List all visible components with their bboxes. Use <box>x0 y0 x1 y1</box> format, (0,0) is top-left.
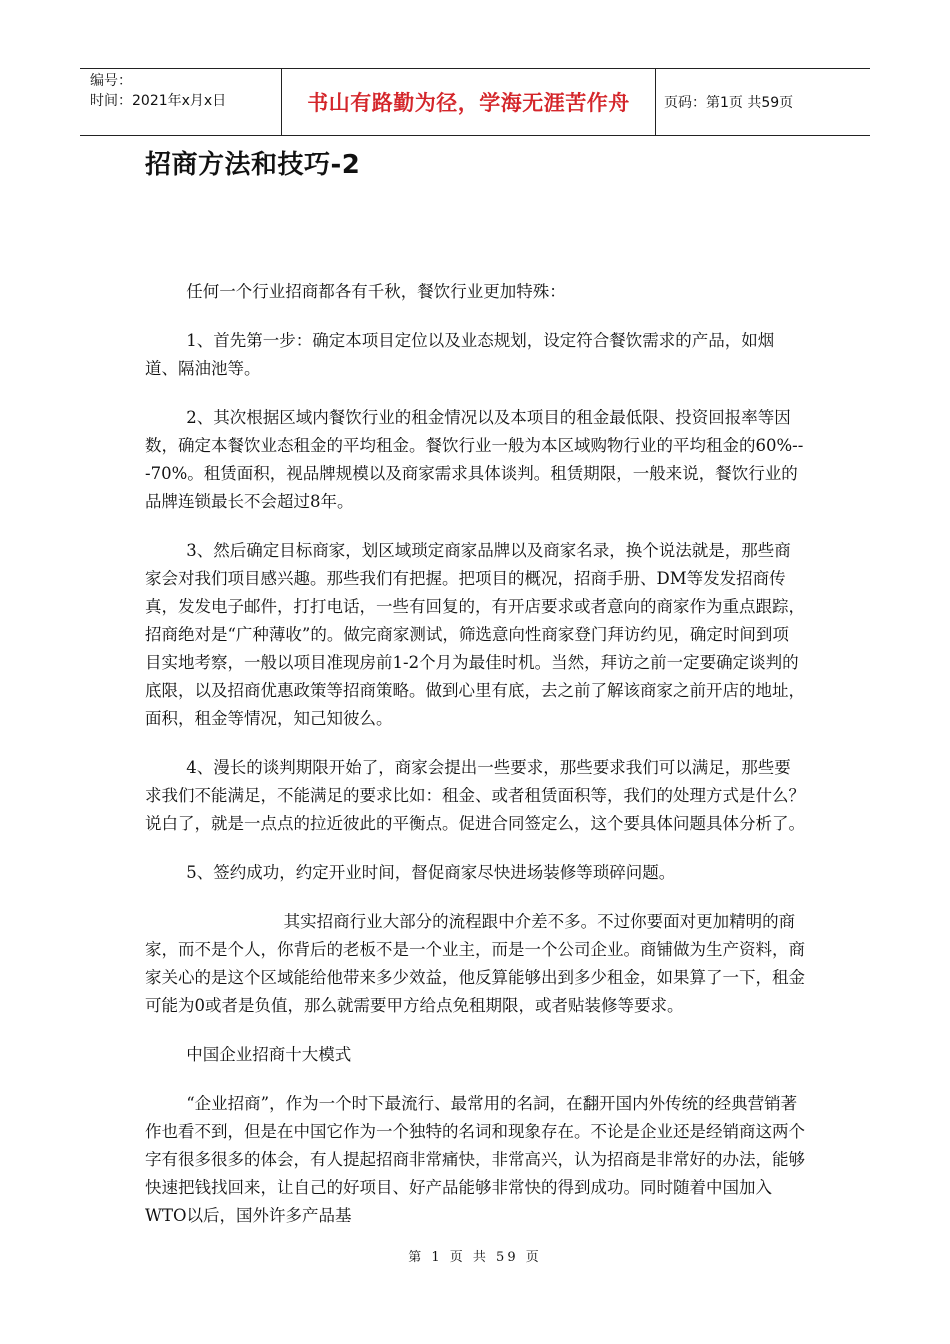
paragraph-summary: 其实招商行业大部分的流程跟中介差不多。不过你要面对更加精明的商家，而不是个人，你背后的老板不是一个业主，而是一个公司企业。商铺做为生产资料，商家关心的是这个区域能给他带来多少效益，他反算能够出到多少租金，如果算了一下，租金可能为0或者是负值，那么就需要甲方给点免租期限，或者贴装修等要求。 <box>145 912 805 1015</box>
paragraph-intro: 任何一个行业招商都各有千秋，餐饮行业更加特殊： <box>186 282 566 301</box>
paragraph-step-2: 2、其次根据区域内餐饮行业的租金情况以及本项目的租金最低限、投资回报率等因数，确定本餐饮业态租金的平均租金。餐饮行业一般为本区域购物行业的平均租金的60%---70%。租赁面积，视品牌规模以及商家需求具体谈判。租赁期限，一般来说，餐饮行业的品牌连锁最长不会超过8年。 <box>145 408 804 511</box>
document-body <box>145 278 805 1251</box>
motto-text: 书山有路勤为径，学海无涯苦作舟 <box>307 90 630 115</box>
document-title: 招商方法和技巧-2 <box>145 150 361 180</box>
header-table <box>80 68 870 136</box>
paragraph-step-4: 4、漫长的谈判期限开始了，商家会提出一些要求，那些要求我们可以满足，那些要求我们不能满足，不能满足的要求比如：租金、或者租赁面积等，我们的处理方式是什么？说白了，就是一点点的拉近彼此的平衡点。促进合同签定么，这个要具体问题具体分析了。 <box>145 758 805 833</box>
number-label: 编号： <box>90 73 132 89</box>
paragraph-section-intro: “企业招商”，作为一个时下最流行、最常用的名詞，在翻开国内外传统的经典营销著作也看不到，但是在中国它作为一个独特的名词和现象存在。不论是企业还是经销商这两个字有很多很多的体会，有人提起招商非常痛快，非常高兴，认为招商是非常好的办法，能够快速把钱找回来，让自己的好项目、好产品能够非常快的得到成功。同时随着中国加入WTO以后，国外许多产品基 <box>145 1094 805 1225</box>
paragraph-step-5: 5、签约成功，约定开业时间，督促商家尽快进场装修等琐碎问题。 <box>186 863 676 882</box>
header-page-cell <box>656 69 870 135</box>
header-motto-cell <box>282 69 656 135</box>
paragraph-step-1: 1、首先第一步：确定本项目定位以及业态规划，设定符合餐饮需求的产品，如烟道、隔油池等。 <box>145 331 775 378</box>
header-meta-cell <box>80 69 282 135</box>
paragraph-step-3: 3、然后确定目标商家，划区域琐定商家品牌以及商家名录，换个说法就是，那些商家会对我们项目感兴趣。那些我们有把握。把项目的概况，招商手册、DM等发发招商传真，发发电子邮件，打打电话，一些有回复的，有开店要求或者意向的商家作为重点跟踪，招商绝对是“广种薄收”的。做完商家测试，筛选意向性商家登门拜访约见，确定时间到项目实地考察，一般以项目准现房前1-2个月为最佳时机。当然，拜访之前一定要确定谈判的底限，以及招商优惠政策等招商策略。做到心里有底，去之前了解该商家之前开店的地址，面积，租金等情况，知己知彼么。 <box>145 541 805 728</box>
section-heading: 中国企业招商十大模式 <box>186 1045 352 1064</box>
page-footer: 第 1 页 共 59 页 <box>408 1250 542 1265</box>
page-info: 页码：第1页 共59页 <box>664 95 794 111</box>
time-label: 时间：2021年x月x日 <box>90 93 227 109</box>
